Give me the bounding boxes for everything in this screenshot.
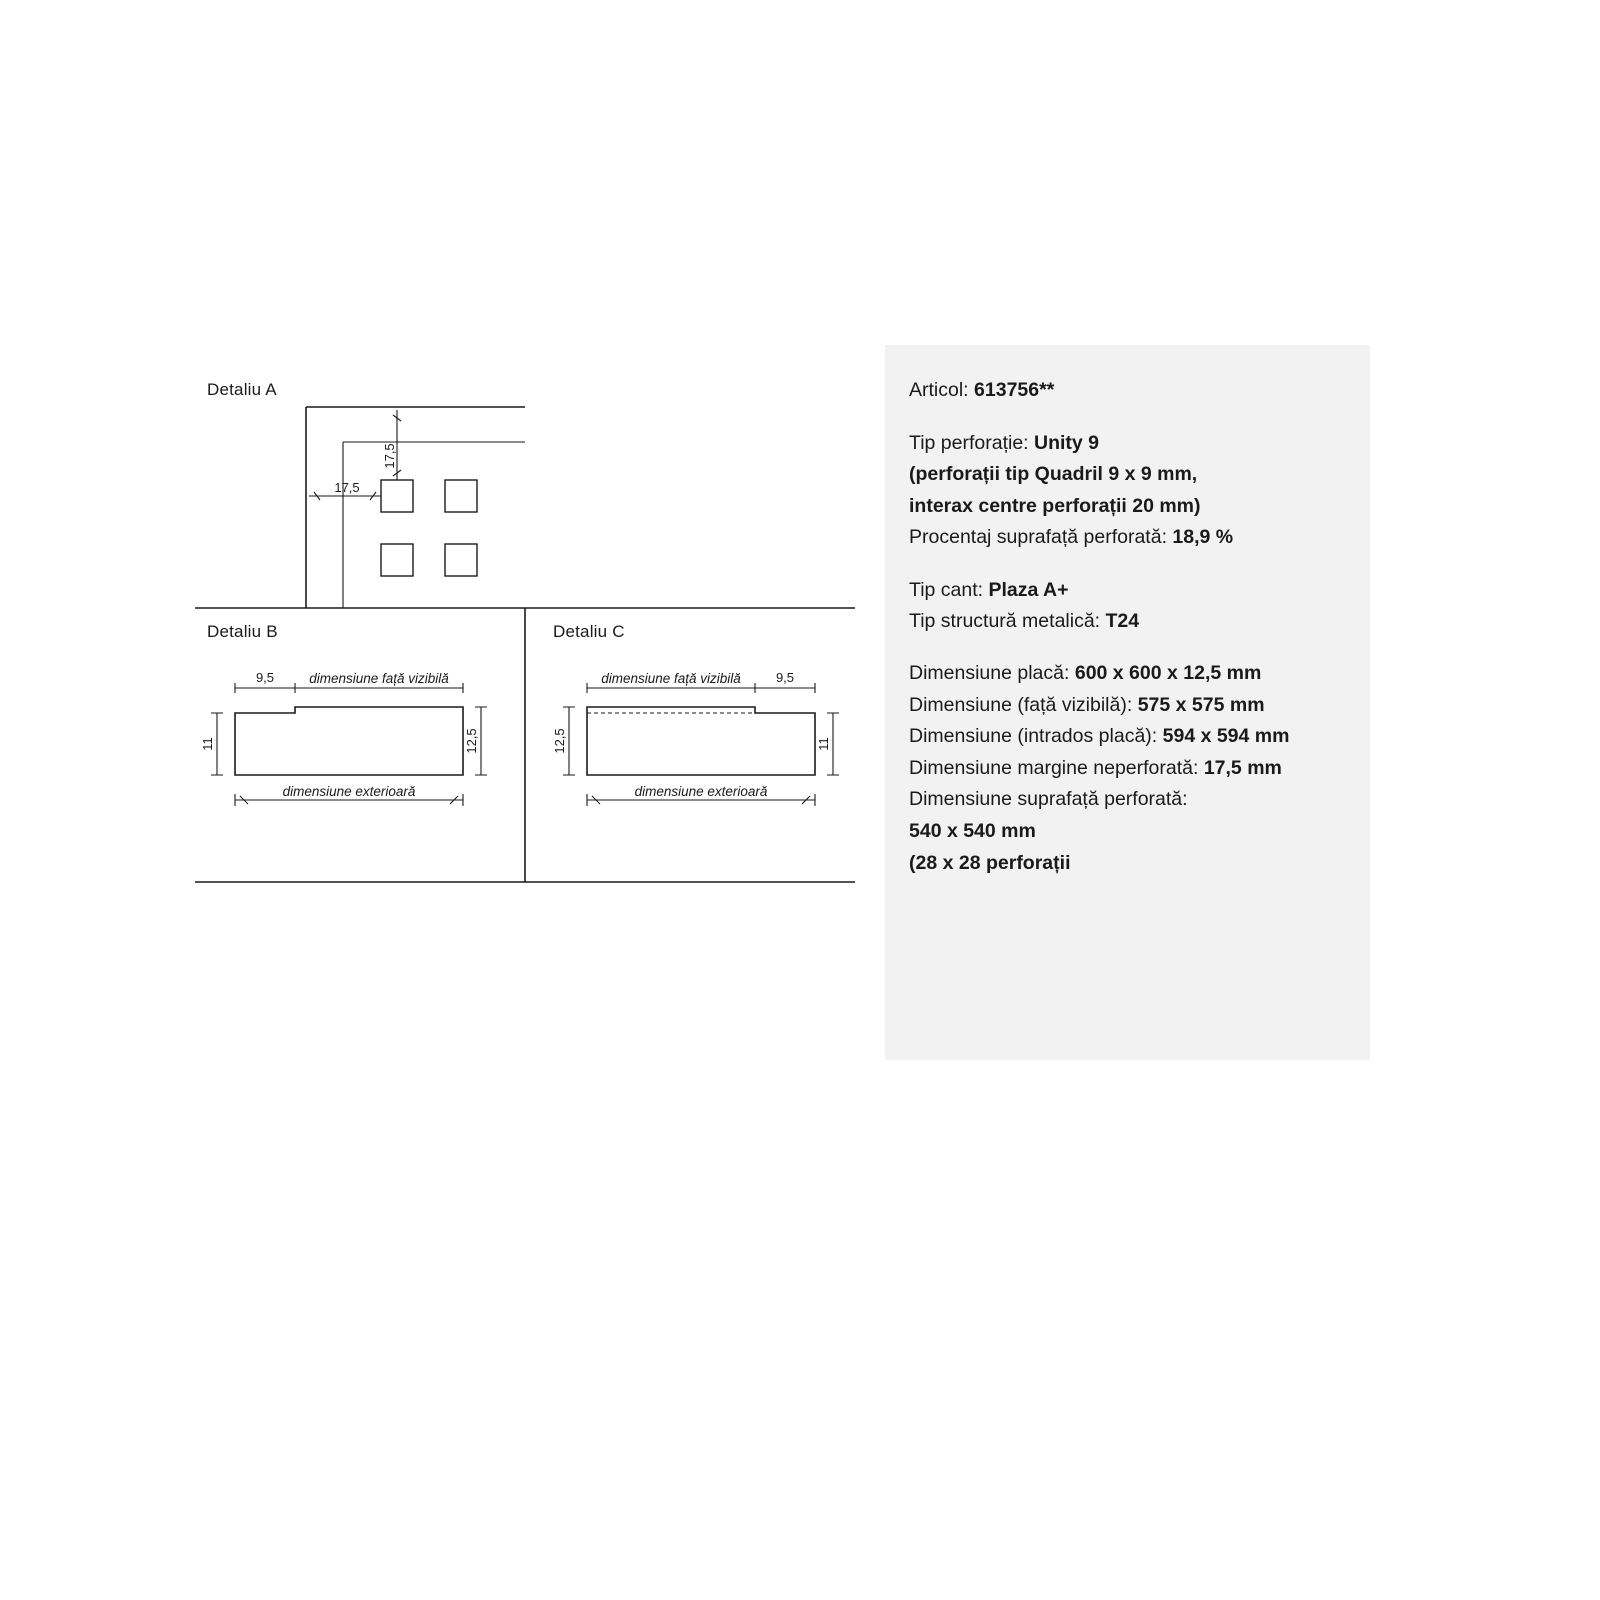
spec-visible-face-label: Dimensiune (față vizibilă):	[909, 693, 1133, 716]
spec-perforated-surface-label: Dimensiune suprafață perforată:	[909, 788, 1188, 811]
spec-edge-label: Tip cant:	[909, 578, 984, 601]
profile-b-outline	[235, 707, 463, 775]
spec-perforation-count-row	[909, 848, 1346, 880]
dim-c-12-5: 12,5	[552, 728, 567, 754]
spec-intrados-label: Dimensiune (intrados placă):	[909, 725, 1158, 748]
dim-c-visible-face-label: dimensiune față vizibilă	[601, 671, 741, 686]
spec-margin-value: 17,5 mm	[1203, 756, 1282, 779]
spec-margin-label: Dimensiune margine neperforată:	[909, 756, 1199, 779]
spec-structure-label: Tip structură metalică:	[909, 610, 1101, 633]
dim-vertical-17-5: 17,5	[382, 443, 397, 469]
perforation-square	[381, 480, 413, 512]
spec-article-value: 613756**	[974, 379, 1055, 401]
spacer	[909, 554, 1346, 575]
detail-b-profile	[200, 670, 487, 806]
spec-intrados-value: 594 x 594 mm	[1162, 725, 1290, 748]
spec-perforated-percent-value: 18,9 %	[1172, 526, 1234, 549]
dim-c-9-5: 9,5	[775, 670, 795, 685]
detail-b-title: Detaliu B	[207, 622, 278, 641]
spec-perforation-detail-2	[909, 491, 1346, 523]
spec-edge-value: Plaza A+	[988, 578, 1069, 601]
spec-perforation-row	[909, 428, 1346, 460]
spacer	[909, 407, 1346, 428]
dim-b-visible-face-label: dimensiune față vizibilă	[309, 671, 449, 686]
specification-panel	[885, 345, 1370, 1060]
perforation-square	[381, 544, 413, 576]
spec-perforation-detail-1-text: (perforații tip Quadril 9 x 9 mm,	[909, 463, 1198, 486]
spec-perforation-detail-2-text: interax centre perforații 20 mm)	[909, 494, 1201, 517]
perforation-square	[445, 544, 477, 576]
spec-perforated-surface-value-row	[909, 816, 1346, 848]
perforation-square	[445, 480, 477, 512]
spec-margin-row	[909, 753, 1346, 785]
dim-b-9-5: 9,5	[255, 670, 275, 685]
spec-visible-face-value: 575 x 575 mm	[1137, 693, 1265, 716]
spacer	[909, 638, 1346, 658]
spec-intrados-row	[909, 721, 1346, 753]
spec-perforation-value: Unity 9	[1034, 431, 1100, 454]
dim-horizontal-17-5: 17,5	[334, 480, 360, 495]
spec-plate-row	[909, 658, 1346, 690]
spec-perforated-percent-row	[909, 522, 1346, 554]
detail-c-title: Detaliu C	[553, 622, 625, 641]
spec-plate-label: Dimensiune placă:	[909, 662, 1070, 685]
detail-a-title: Detaliu A	[207, 380, 277, 399]
spec-structure-value: T24	[1105, 610, 1140, 633]
dim-b-11: 11	[200, 737, 215, 751]
spec-perforation-detail-1	[909, 459, 1346, 491]
spec-perforated-percent-label: Procentaj suprafață perforată:	[909, 526, 1167, 549]
spec-perforated-surface-row	[909, 784, 1346, 816]
spec-article-label: Articol:	[909, 379, 969, 401]
spec-visible-face-row	[909, 690, 1346, 722]
dim-c-11: 11	[816, 737, 831, 751]
dim-c-exterior-label: dimensiune exterioară	[634, 784, 768, 799]
dim-b-12-5: 12,5	[464, 728, 479, 754]
spec-edge-row	[909, 575, 1346, 607]
profile-c-outline	[587, 707, 815, 775]
spec-perforation-count-value: (28 x 28 perforații	[909, 851, 1071, 874]
spec-perforation-label: Tip perforație:	[909, 431, 1029, 454]
drawing-canvas	[195, 370, 855, 900]
dim-b-exterior-label: dimensiune exterioară	[282, 784, 416, 799]
spec-structure-row	[909, 606, 1346, 638]
spec-article-row	[909, 375, 1346, 407]
detail-c-profile	[552, 670, 839, 806]
technical-drawing	[195, 370, 855, 900]
spec-perforated-surface-value: 540 x 540 mm	[909, 819, 1036, 842]
spec-plate-value: 600 x 600 x 12,5 mm	[1074, 662, 1262, 685]
